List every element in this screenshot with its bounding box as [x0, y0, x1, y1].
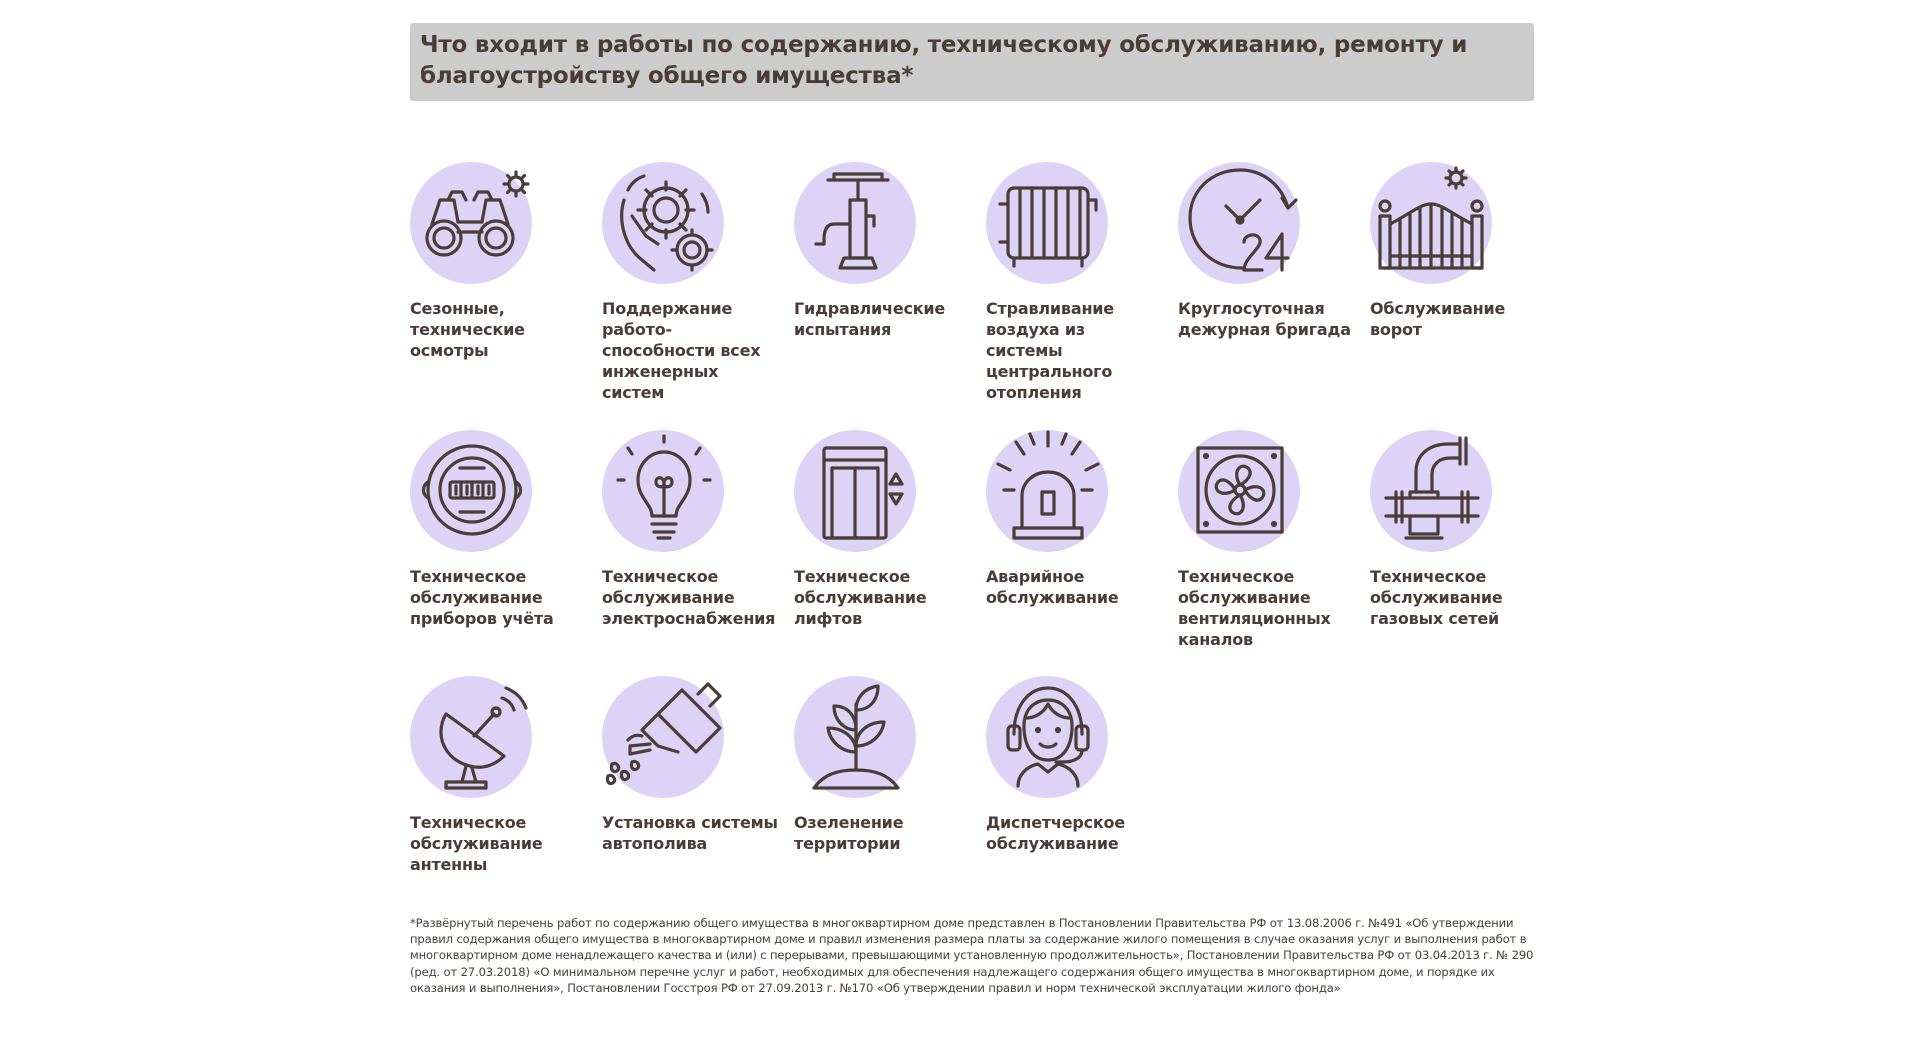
item-label: Круглосуточная дежурная бригада [1178, 299, 1351, 339]
elevator-icon [794, 428, 920, 554]
item-label: Техническое обслуживание антенны [410, 813, 543, 874]
item-label: Озеленение территории [794, 813, 904, 853]
service-item-24h-crew [1178, 160, 1358, 340]
header-banner [410, 23, 1534, 101]
item-label: Аварийное обслуживание [986, 567, 1119, 607]
item-label: Сезонные, технические осмотры [410, 299, 525, 360]
item-label: Техническое обслуживание приборов учёта [410, 567, 554, 628]
service-item-elevators [794, 428, 974, 629]
service-item-gas-networks [1370, 428, 1550, 629]
watering-can-icon [602, 674, 728, 800]
sprout-icon [794, 674, 920, 800]
service-item-engineering-systems [602, 160, 782, 403]
radiator-icon [986, 160, 1112, 286]
service-item-auto-irrigation [602, 674, 782, 854]
item-label: Техническое обслуживание вентиляционных каналов [1178, 567, 1331, 649]
item-label: Стравливание воздуха из системы центрального отопления [986, 299, 1114, 402]
item-label: Техническое обслуживание газовых сетей [1370, 567, 1503, 628]
service-item-gates [1370, 160, 1550, 340]
service-item-dispatcher [986, 674, 1166, 854]
service-item-hydraulic-tests [794, 160, 974, 340]
pump-icon [794, 160, 920, 286]
footnote: *Развёрнутый перечень работ по содержанию общего имущества в многоквартирном доме представлен в Постановлении Правительства РФ от 13.08.2006 г. №491 «Об утверждении правил содержания общего имущества в многоквартирном доме и правил изменения размера платы за содержание жилого помещения в случае оказания услуг и выполнения работ в многоквартирном доме ненадлежащего качества и (или) с перерывами, превышающими установленную продолжительность», Постановлении Правительства РФ от 03.04.2013 г. № 290 (ред. от 27.03.2018) «О минимальном перечне услуг и работ, необходимых для обеспечения надлежащего содержания общего имущества в многоквартирном доме, и порядке их оказания и выполнения», Постановлении Госстроя РФ от 27.09.2013 г. №170 «Об утверждении правил и норм технической эксплуатации жилого фонда» [410, 916, 1534, 995]
page-title: Что входит в работы по содержанию, техническому обслуживанию, ремонту и благоустройству общего имущества* [420, 32, 1468, 89]
lightbulb-icon [602, 428, 728, 554]
fan-icon [1178, 428, 1304, 554]
meter-icon [410, 428, 536, 554]
satellite-dish-icon [410, 674, 536, 800]
item-label: Поддержание работо-способности всех инженерных систем [602, 299, 761, 402]
service-item-landscaping [794, 674, 974, 854]
dispatcher-headset-icon [986, 674, 1112, 800]
services-grid [410, 160, 1550, 880]
item-label: Техническое обслуживание лифтов [794, 567, 927, 628]
service-item-meters [410, 428, 590, 629]
siren-icon [986, 428, 1112, 554]
pipes-icon [1370, 428, 1496, 554]
binoculars-gear-icon [410, 160, 536, 286]
item-label: Установка системы автополива [602, 813, 778, 853]
item-label: Гидравлические испытания [794, 299, 946, 339]
service-item-ventilation [1178, 428, 1358, 650]
service-item-air-release [986, 160, 1166, 403]
service-item-emergency [986, 428, 1166, 608]
item-label: Техническое обслуживание электроснабжения [602, 567, 776, 628]
clock-24-icon [1178, 160, 1304, 286]
hands-gears-icon [602, 160, 728, 286]
service-item-electricity [602, 428, 782, 629]
service-item-antenna [410, 674, 590, 875]
item-label: Обслуживание ворот [1370, 299, 1506, 339]
service-item-seasonal-inspections [410, 160, 590, 361]
item-label: Диспетчерское обслуживание [986, 813, 1126, 853]
gate-gear-icon [1370, 160, 1496, 286]
